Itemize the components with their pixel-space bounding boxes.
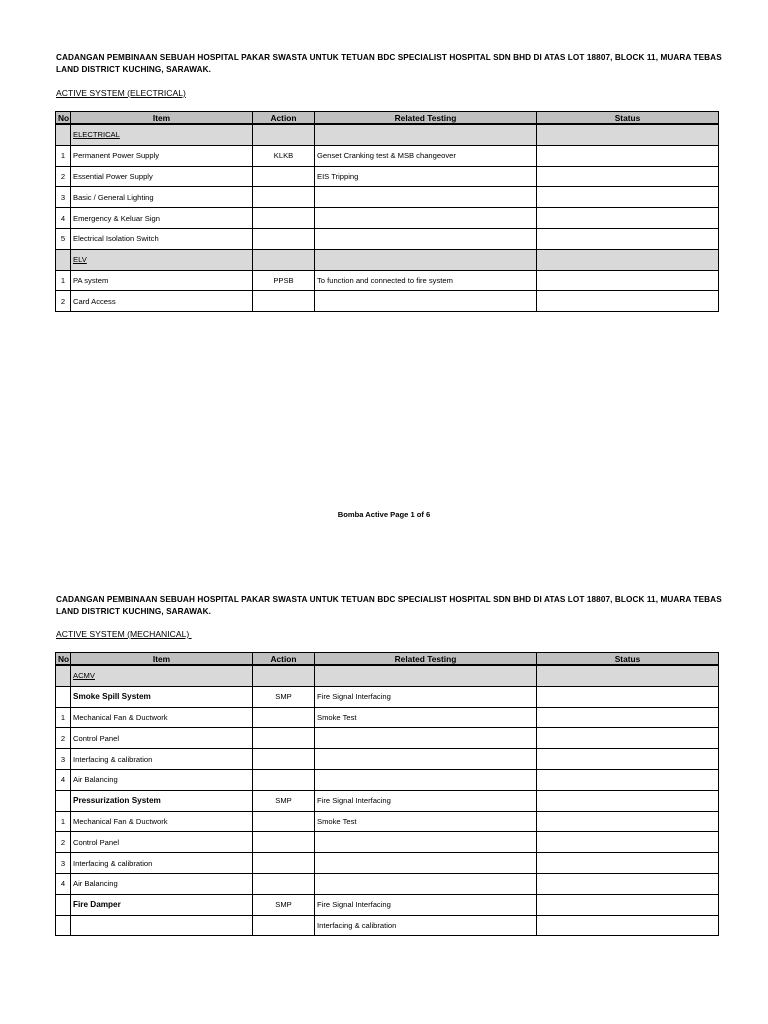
cell-related-testing (315, 686, 537, 707)
cell-related-testing (315, 832, 537, 853)
table-row (56, 686, 719, 707)
cell-item (71, 894, 253, 915)
cell-action (253, 707, 315, 728)
cell-action (253, 832, 315, 853)
cell-status (537, 915, 719, 936)
cell-action (253, 145, 315, 166)
cell-item (71, 728, 253, 749)
cell-action (253, 811, 315, 832)
cell-status (537, 166, 719, 187)
table-row (56, 728, 719, 749)
cell-no (56, 769, 71, 790)
cell-item-text: ELECTRICAL (73, 130, 120, 140)
cell-related-testing (315, 873, 537, 894)
cell-no (56, 728, 71, 749)
cell-action-text: SMP (275, 692, 292, 702)
table-group-row (56, 124, 719, 145)
cell-no (56, 145, 71, 166)
cell-status (537, 853, 719, 874)
cell-status (537, 707, 719, 728)
cell-status (537, 686, 719, 707)
section-title-electrical: ACTIVE SYSTEM (ELECTRICAL) (56, 88, 186, 98)
cell-item (71, 707, 253, 728)
cell-related-testing-text: Fire Signal Interfacing (317, 796, 391, 806)
cell-related-testing (315, 208, 537, 229)
table-row (56, 873, 719, 894)
cell-no (56, 873, 71, 894)
electrical-table (55, 111, 719, 312)
column-header-item: Item (71, 112, 253, 125)
cell-related-testing-text: To function and connected to fire system (317, 275, 453, 285)
cell-item (71, 270, 253, 291)
cell-action (253, 291, 315, 312)
cell-item-text: Fire Damper (73, 900, 121, 910)
cell-no (56, 707, 71, 728)
cell-action-text: PPSB (273, 275, 294, 285)
cell-status (537, 145, 719, 166)
cell-action (253, 894, 315, 915)
cell-item-text: ELV (73, 255, 87, 265)
cell-item-text: Interfacing & calibration (73, 754, 153, 764)
cell-status (537, 208, 719, 229)
cell-status (537, 749, 719, 770)
cell-action (253, 228, 315, 249)
column-header-no: No (56, 653, 71, 666)
cell-no-text: 1 (60, 712, 66, 722)
column-header-no: No (56, 112, 71, 125)
table-row (56, 208, 719, 229)
cell-status (537, 228, 719, 249)
cell-action (253, 749, 315, 770)
cell-no-text: 4 (60, 213, 66, 223)
cell-item (71, 790, 253, 811)
cell-action (253, 166, 315, 187)
cell-related-testing-text: Fire Signal Interfacing (317, 692, 391, 702)
cell-status (537, 249, 719, 270)
cell-status (537, 270, 719, 291)
cell-item (71, 228, 253, 249)
cell-no-text: 1 (60, 151, 66, 161)
cell-item-text: Interfacing & calibration (73, 858, 153, 868)
cell-item (71, 811, 253, 832)
column-header-status: Status (537, 112, 719, 125)
cell-related-testing-text: Interfacing & calibration (317, 920, 397, 930)
cell-no (56, 208, 71, 229)
table-header-row (56, 112, 719, 125)
cell-no (56, 166, 71, 187)
cell-action-text: SMP (275, 900, 292, 910)
cell-related-testing (315, 166, 537, 187)
cell-item (71, 187, 253, 208)
cell-item-text: Air Balancing (73, 879, 118, 889)
cell-item (71, 873, 253, 894)
electrical-table-body (56, 124, 719, 312)
cell-no-text: 4 (60, 879, 66, 889)
cell-item-text: Control Panel (73, 837, 120, 847)
column-header-action: Action (253, 653, 315, 666)
cell-item (71, 665, 253, 686)
table-row (56, 145, 719, 166)
cell-related-testing (315, 811, 537, 832)
cell-no (56, 749, 71, 770)
cell-item (71, 208, 253, 229)
cell-related-testing (315, 853, 537, 874)
cell-item-text: Card Access (73, 296, 116, 306)
cell-item-text: Air Balancing (73, 775, 118, 785)
cell-status (537, 187, 719, 208)
cell-related-testing (315, 665, 537, 686)
cell-item (71, 915, 253, 936)
cell-no-text: 2 (60, 837, 66, 847)
cell-related-testing (315, 749, 537, 770)
cell-no (56, 665, 71, 686)
cell-related-testing (315, 249, 537, 270)
cell-status (537, 665, 719, 686)
cell-no-text: 5 (60, 234, 66, 244)
cell-item-text: Control Panel (73, 733, 120, 743)
column-header-action: Action (253, 112, 315, 125)
cell-action (253, 915, 315, 936)
cell-item-text: Pressurization System (73, 796, 161, 806)
cell-no (56, 790, 71, 811)
cell-item (71, 145, 253, 166)
cell-item (71, 124, 253, 145)
table-row (56, 187, 719, 208)
table-row (56, 894, 719, 915)
table-row (56, 811, 719, 832)
table-group-row (56, 665, 719, 686)
table-row (56, 291, 719, 312)
cell-related-testing (315, 707, 537, 728)
cell-action-text: SMP (275, 796, 292, 806)
cell-related-testing-text: Genset Cranking test & MSB changeover (317, 151, 456, 161)
table-row (56, 707, 719, 728)
cell-action (253, 208, 315, 229)
cell-related-testing-text: Fire Signal Interfacing (317, 900, 391, 910)
cell-related-testing (315, 124, 537, 145)
cell-no-text: 4 (60, 775, 66, 785)
cell-no (56, 832, 71, 853)
cell-status (537, 769, 719, 790)
cell-no-text: 3 (60, 754, 66, 764)
cell-item (71, 166, 253, 187)
cell-item-text: Mechanical Fan & Ductwork (73, 712, 168, 722)
cell-no (56, 915, 71, 936)
cell-no (56, 228, 71, 249)
cell-status (537, 790, 719, 811)
cell-related-testing-text: Smoke Test (317, 712, 357, 722)
cell-no (56, 853, 71, 874)
cell-related-testing (315, 291, 537, 312)
cell-action (253, 769, 315, 790)
cell-item (71, 853, 253, 874)
table-row (56, 166, 719, 187)
cell-no (56, 291, 71, 312)
cell-item-text: Emergency & Keluar Sign (73, 213, 160, 223)
table-row (56, 228, 719, 249)
cell-no (56, 811, 71, 832)
cell-no-text: 1 (60, 275, 66, 285)
cell-action (253, 853, 315, 874)
cell-status (537, 873, 719, 894)
table-row (56, 915, 719, 936)
cell-status (537, 894, 719, 915)
cell-no (56, 686, 71, 707)
cell-related-testing-text: Smoke Test (317, 816, 357, 826)
cell-item-text: Basic / General Lighting (73, 192, 154, 202)
table-row (56, 790, 719, 811)
section-title-mechanical: ACTIVE SYSTEM (MECHANICAL) (56, 629, 192, 639)
table-row (56, 769, 719, 790)
table-row (56, 832, 719, 853)
mechanical-table (55, 652, 719, 936)
cell-related-testing (315, 145, 537, 166)
cell-related-testing (315, 270, 537, 291)
cell-action (253, 790, 315, 811)
cell-no-text: 3 (60, 192, 66, 202)
cell-no-text: 2 (60, 296, 66, 306)
cell-item-text: ACMV (73, 671, 95, 681)
table-row (56, 749, 719, 770)
cell-action (253, 270, 315, 291)
cell-item (71, 769, 253, 790)
cell-no (56, 270, 71, 291)
cell-related-testing (315, 228, 537, 249)
cell-item (71, 686, 253, 707)
cell-action (253, 728, 315, 749)
project-title: CADANGAN PEMBINAAN SEBUAH HOSPITAL PAKAR SWASTA UNTUK TETUAN BDC SPECIALIST HOSPITAL SDN BHD DI ATAS LOT 18807, BLOCK 11, MUARA TEBAS LAND DISTRICT KUCHING, SARAWAK. (56, 53, 722, 74)
cell-no-text: 3 (60, 858, 66, 868)
cell-action (253, 873, 315, 894)
cell-item (71, 832, 253, 853)
cell-item (71, 749, 253, 770)
cell-related-testing (315, 790, 537, 811)
cell-no-text: 1 (60, 816, 66, 826)
cell-status (537, 832, 719, 853)
cell-item-text: Essential Power Supply (73, 171, 153, 181)
page-footer: Bomba Active Page 1 of 6 (337, 510, 431, 519)
column-header-item: Item (71, 653, 253, 666)
cell-status (537, 124, 719, 145)
cell-action-text: KLKB (273, 151, 294, 161)
cell-action (253, 187, 315, 208)
column-header-testing: Related Testing (315, 112, 537, 125)
cell-no (56, 894, 71, 915)
cell-item-text: Permanent Power Supply (73, 151, 160, 161)
table-header-row (56, 653, 719, 666)
cell-item-text: Electrical Isolation Switch (73, 234, 159, 244)
table-row (56, 853, 719, 874)
cell-action (253, 665, 315, 686)
cell-no (56, 249, 71, 270)
cell-item (71, 249, 253, 270)
cell-status (537, 728, 719, 749)
cell-no-text: 2 (60, 733, 66, 743)
cell-related-testing (315, 769, 537, 790)
cell-item-text: PA system (73, 275, 109, 285)
mechanical-table-body (56, 665, 719, 936)
cell-action (253, 249, 315, 270)
cell-related-testing-text: EIS Tripping (317, 171, 359, 181)
cell-related-testing (315, 915, 537, 936)
cell-no-text: 2 (60, 171, 66, 181)
table-group-row (56, 249, 719, 270)
cell-no (56, 124, 71, 145)
cell-no (56, 187, 71, 208)
cell-action (253, 686, 315, 707)
cell-status (537, 291, 719, 312)
cell-related-testing (315, 894, 537, 915)
table-row (56, 270, 719, 291)
cell-status (537, 811, 719, 832)
project-title: CADANGAN PEMBINAAN SEBUAH HOSPITAL PAKAR SWASTA UNTUK TETUAN BDC SPECIALIST HOSPITAL SDN BHD DI ATAS LOT 18807, BLOCK 11, MUARA TEBAS LAND DISTRICT KUCHING, SARAWAK. (56, 595, 722, 616)
cell-item-text: Mechanical Fan & Ductwork (73, 816, 168, 826)
cell-related-testing (315, 187, 537, 208)
cell-item (71, 291, 253, 312)
column-header-status: Status (537, 653, 719, 666)
column-header-testing: Related Testing (315, 653, 537, 666)
cell-related-testing (315, 728, 537, 749)
cell-item-text: Smoke Spill System (73, 692, 151, 702)
cell-action (253, 124, 315, 145)
